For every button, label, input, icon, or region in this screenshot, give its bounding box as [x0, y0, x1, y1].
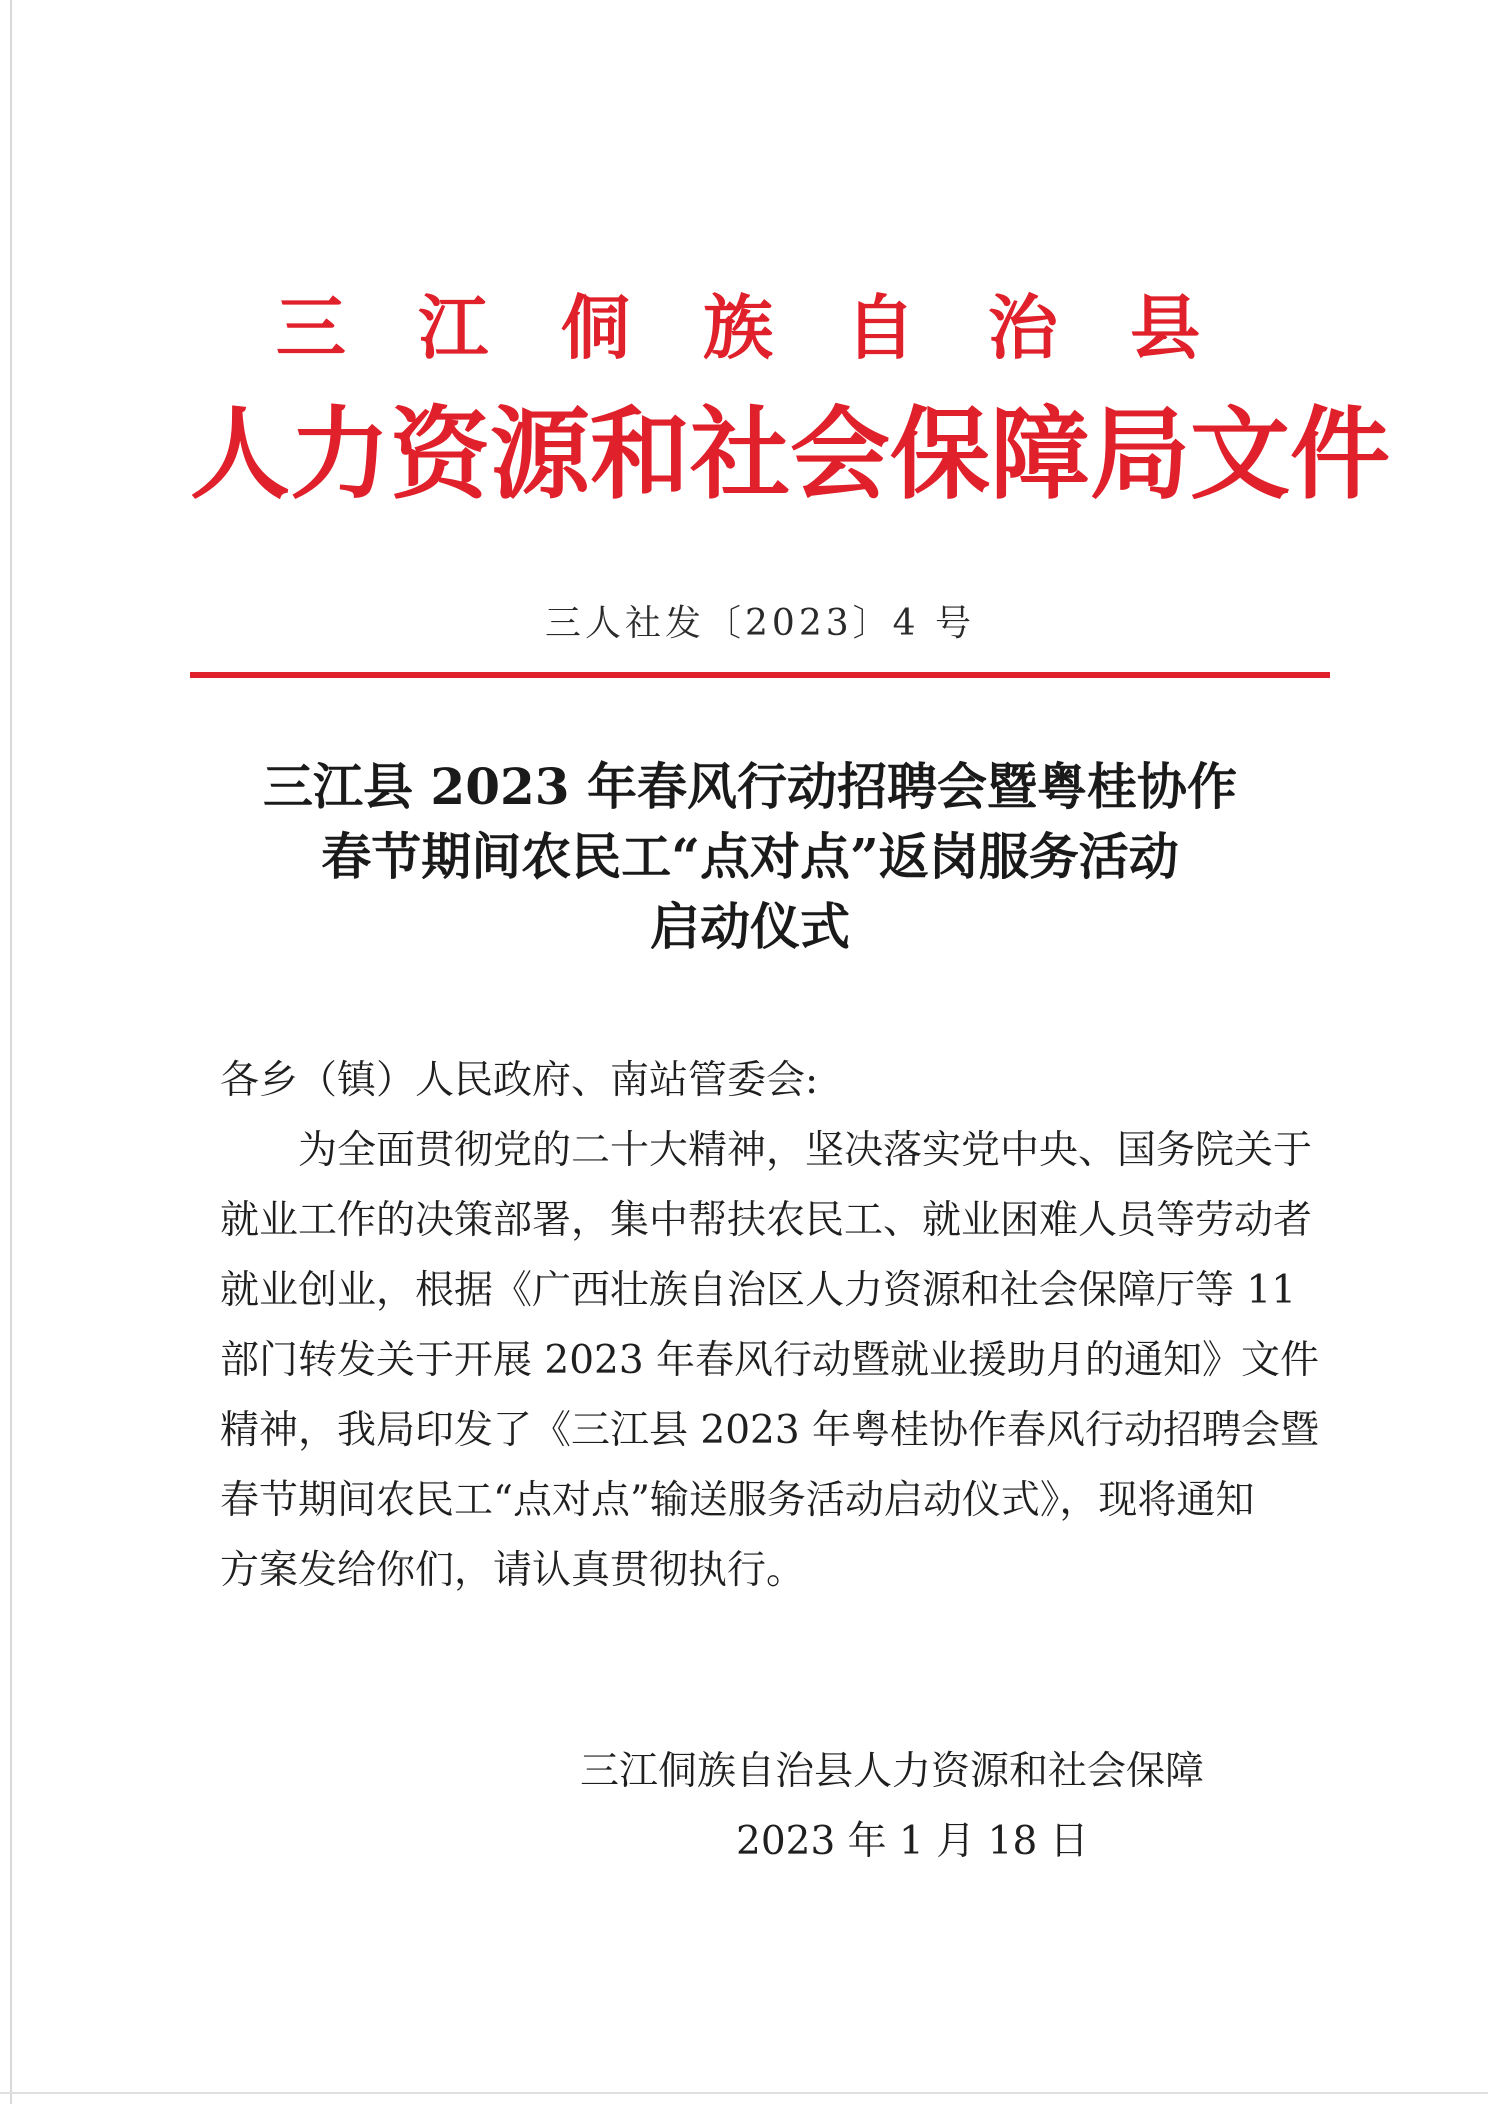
document-title — [180, 752, 1320, 962]
document-body — [220, 1046, 1320, 1606]
body-line: 精神，我局印发了《三江县 2023 年粤桂协作春风行动招聘会暨 — [220, 1408, 1320, 1453]
body-line: 方案发给你们，请认真贯彻执行。 — [220, 1548, 806, 1593]
title-line-2: 春节期间农民工“点对点”返岗服务活动 — [321, 827, 1179, 886]
scan-edge-bottom — [0, 2092, 1488, 2094]
title-line-1: 三江县 2023 年春风行动招聘会暨粤桂协作 — [263, 757, 1237, 816]
issuer-county-heading: 三 江 侗 族 自 治 县 — [275, 286, 1225, 369]
body-line: 就业工作的决策部署，集中帮扶农民工、就业困难人员等劳动者 — [220, 1198, 1313, 1243]
red-divider-line — [190, 672, 1330, 678]
title-line-3: 启动仪式 — [650, 897, 850, 956]
body-line: 春节期间农民工“点对点”输送服务活动启动仪式》，现将通知 — [220, 1478, 1255, 1523]
body-line: 为全面贯彻党的二十大精神，坚决落实党中央、国务院关于 — [220, 1128, 1313, 1173]
issuer-bureau-heading: 人力资源和社会保障局文件 — [190, 395, 1390, 513]
signature-block — [560, 1737, 1320, 1877]
scan-edge-left — [10, 0, 12, 2104]
signature-date: 2023 年 1 月 18 日 — [736, 1819, 1089, 1864]
document-number: 三人社发〔2023〕4 号 — [545, 603, 975, 644]
signature-organization: 三江侗族自治县人力资源和社会保障 — [580, 1749, 1205, 1794]
body-line: 就业创业，根据《广西壮族自治区人力资源和社会保障厅等 11 — [220, 1268, 1297, 1313]
body-line: 部门转发关于开展 2023 年春风行动暨就业援助月的通知》文件 — [220, 1338, 1320, 1383]
salutation: 各乡（镇）人民政府、南站管委会: — [220, 1058, 819, 1103]
